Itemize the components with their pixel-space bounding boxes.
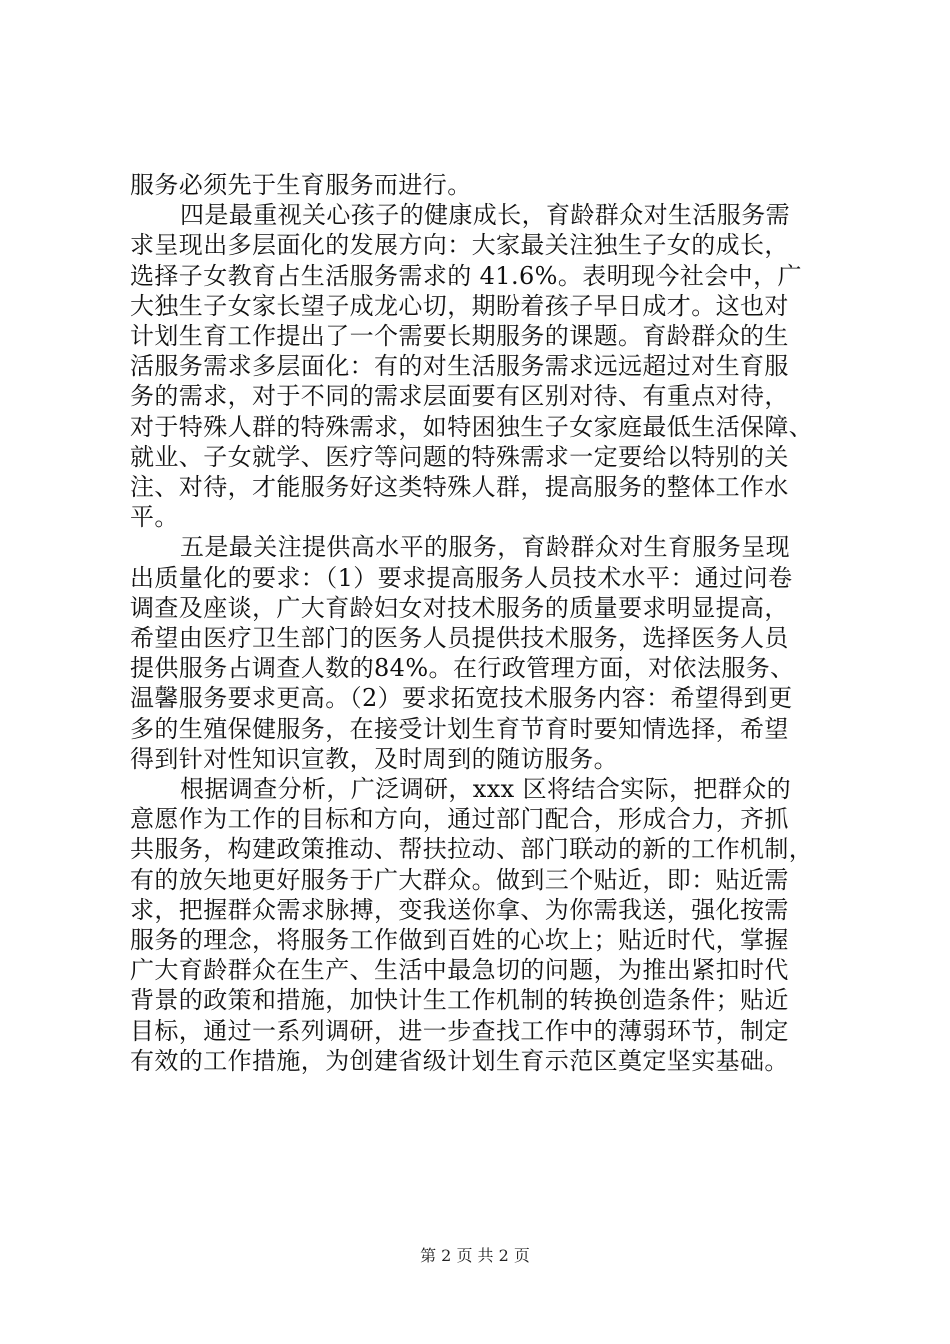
text-line: 多的生殖保健服务，在接受计划生育节育时要知情选择，希望 — [130, 714, 789, 743]
text-line: 出质量化的要求：（1）要求提高服务人员技术水平：通过问卷 — [130, 563, 793, 592]
text-line: 平。 — [130, 503, 179, 532]
text-line: 意愿作为工作的目标和方向，通过部门配合，形成合力，齐抓 — [130, 805, 789, 834]
document-body — [130, 170, 842, 1076]
text-line: 根据调查分析，广泛调研，xxx 区将结合实际，把群众的 — [180, 775, 792, 804]
text-line: 服务必须先于生育服务而进行。 — [130, 171, 472, 199]
text-line: 五是最关注提供高水平的服务，育龄群众对生育服务呈现 — [180, 533, 790, 562]
text-line: 提供服务占调查人数的84%。在行政管理方面，对依法服务、 — [130, 654, 795, 683]
text-line: 目标，通过一系列调研，进一步查找工作中的薄弱环节，制定 — [130, 1016, 789, 1045]
text-line: 有的放矢地更好服务于广大群众。做到三个贴近，即：贴近需 — [130, 865, 789, 894]
text-line: 求呈现出多层面化的发展方向：大家最关注独生子女的成长， — [130, 231, 789, 260]
text-line: 希望由医疗卫生部门的医务人员提供技术服务，选择医务人员 — [130, 624, 789, 653]
text-line: 选择子女教育占生活服务需求的 41.6%。表明现今社会中，广 — [130, 261, 802, 290]
text-line: 大独生子女家长望子成龙心切，期盼着孩子早日成才。这也对 — [130, 291, 789, 320]
text-line: 共服务，构建政策推动、帮扶拉动、部门联动的新的工作机制， — [130, 835, 814, 864]
text-line: 得到针对性知识宣教，及时周到的随访服务。 — [130, 744, 618, 773]
page-footer: 第 2 页 共 2 页 — [420, 1246, 530, 1265]
text-line: 就业、子女就学、医疗等问题的特殊需求一定要给以特别的关 — [130, 442, 789, 471]
text-line: 有效的工作措施，为创建省级计划生育示范区奠定坚实基础。 — [130, 1046, 789, 1075]
text-line: 注、对待，才能服务好这类特殊人群，提高服务的整体工作水 — [130, 473, 789, 502]
text-line: 对于特殊人群的特殊需求，如特困独生子女家庭最低生活保障、 — [130, 412, 814, 441]
text-line: 务的需求，对于不同的需求层面要有区别对待、有重点对待， — [130, 382, 789, 411]
text-line: 背景的政策和措施，加快计生工作机制的转换创造条件；贴近 — [130, 986, 789, 1015]
text-line: 调查及座谈，广大育龄妇女对技术服务的质量要求明显提高， — [130, 593, 789, 622]
text-line: 计划生育工作提出了一个需要长期服务的课题。育龄群众的生 — [130, 322, 789, 351]
text-line: 温馨服务要求更高。（2）要求拓宽技术服务内容：希望得到更 — [130, 684, 793, 713]
text-line: 四是最重视关心孩子的健康成长，育龄群众对生活服务需 — [180, 201, 790, 230]
text-line: 活服务需求多层面化：有的对生活服务需求远远超过对生育服 — [130, 352, 789, 381]
text-line: 广大育龄群众在生产、生活中最急切的问题，为推出紧扣时代 — [130, 956, 789, 985]
text-line: 服务的理念，将服务工作做到百姓的心坎上；贴近时代，掌握 — [130, 926, 789, 955]
text-line: 求，把握群众需求脉搏，变我送你拿、为你需我送，强化按需 — [130, 895, 789, 924]
